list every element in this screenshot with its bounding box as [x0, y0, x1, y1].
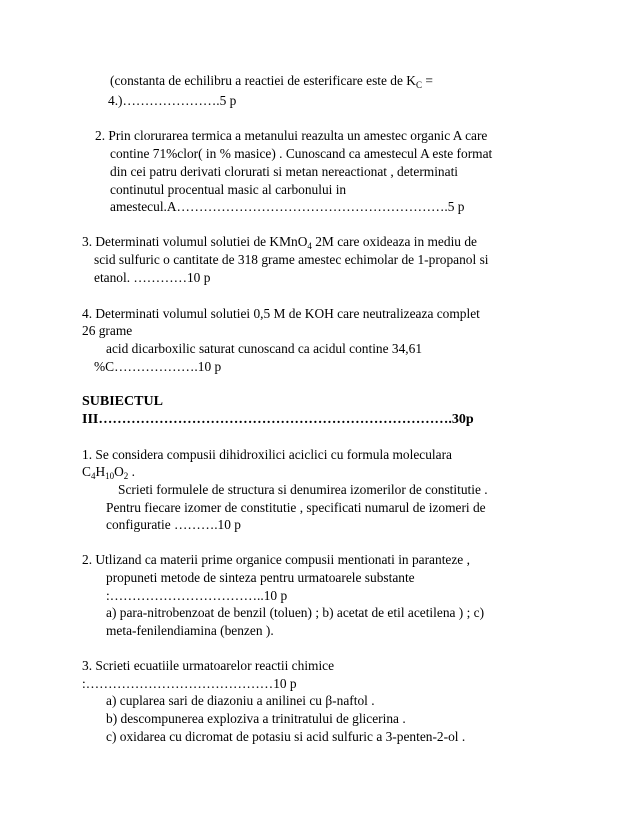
- text-line: Pentru fiecare izomer de constitutie , specificati numarul de izomeri de: [106, 500, 486, 515]
- subscript: 10: [105, 471, 115, 481]
- text-span: =: [421, 73, 433, 88]
- text-line: 3. Scrieti ecuatiile urmatoarelor reactii chimice: [82, 658, 335, 673]
- text-line: etanol. …………10 p: [94, 270, 211, 285]
- text-span: (constanta de echilibru a reactiei de esterificare este de K: [110, 73, 416, 88]
- text-span: .: [128, 464, 135, 479]
- text-line: contine 71%clor( in % masice) . Cunoscand ca amestecul A este format: [110, 146, 493, 161]
- text-line: meta-fenilendiamina (benzen ).: [106, 623, 274, 638]
- text-line: propuneti metode de sinteza pentru urmatoarele substante: [106, 570, 415, 585]
- text-line: b) descompunerea exploziva a trinitratului de glicerina .: [106, 711, 406, 726]
- text-line: continutul procentual masic al carbonului in: [110, 182, 347, 197]
- molecular-formula: [82, 463, 135, 480]
- text-line: 2. Prin clorurarea termica a metanului reazulta un amestec organic A care: [95, 128, 488, 143]
- text-line: acid dicarboxilic saturat cunoscand ca acidul contine 34,61: [106, 341, 423, 356]
- text-line: a) para-nitrobenzoat de benzil (toluen) ; b) acetat de etil acetilena ) ; c): [106, 605, 485, 620]
- text-line: c) oxidarea cu dicromat de potasiu si acid sulfuric a 3-penten-2-ol .: [106, 729, 466, 744]
- section-title: SUBIECTUL: [82, 394, 163, 409]
- text-line: amestecul.A…………………………………………………….5 p: [110, 199, 465, 214]
- text-line: 1. Se considera compusii dihidroxilici aciclici cu formula moleculara: [82, 447, 452, 462]
- text-line: scid sulfuric o cantitate de 318 grame amestec echimolar de 1-propanol si: [94, 252, 489, 267]
- subscript: 4: [90, 471, 96, 481]
- text-span: C: [82, 464, 91, 479]
- text-line: din cei patru derivati clorurati si metan nereactionat , determinati: [110, 164, 459, 179]
- text-line: 26 grame: [82, 323, 133, 338]
- text-span: O: [114, 464, 124, 479]
- text-line: 2. Utlizand ca materii prime organice compusii mentionati in paranteze ,: [82, 552, 470, 567]
- text-line: %C……………….10 p: [94, 359, 222, 374]
- text-line: 4. Determinati volumul solutiei 0,5 M de KOH care neutralizeaza complet: [82, 306, 480, 321]
- text-span: 2M care oxideaza in mediu de: [311, 234, 477, 249]
- section-title-line: III………………………………………………………………….30p: [82, 412, 474, 427]
- text-span: 3. Determinati volumul solutiei de KMnO: [82, 234, 308, 249]
- text-line: Scrieti formulele de structura si denumirea izomerilor de constitutie .: [118, 482, 488, 497]
- subscript: 2: [123, 471, 129, 481]
- text-line: a) cuplarea sari de diazoniu a anilinei cu β-naftol .: [106, 693, 375, 708]
- text-line: 4.)………………….5 p: [108, 93, 237, 108]
- subscript: 4: [307, 241, 312, 251]
- text-line: :……………………………………10 p: [82, 676, 297, 691]
- text-line: [110, 72, 433, 89]
- text-line: [82, 233, 477, 250]
- text-line: configuratie ……….10 p: [106, 517, 241, 532]
- text-line: :……………………………..10 p: [106, 588, 288, 603]
- text-span: H: [95, 464, 106, 479]
- subscript: C: [415, 80, 422, 90]
